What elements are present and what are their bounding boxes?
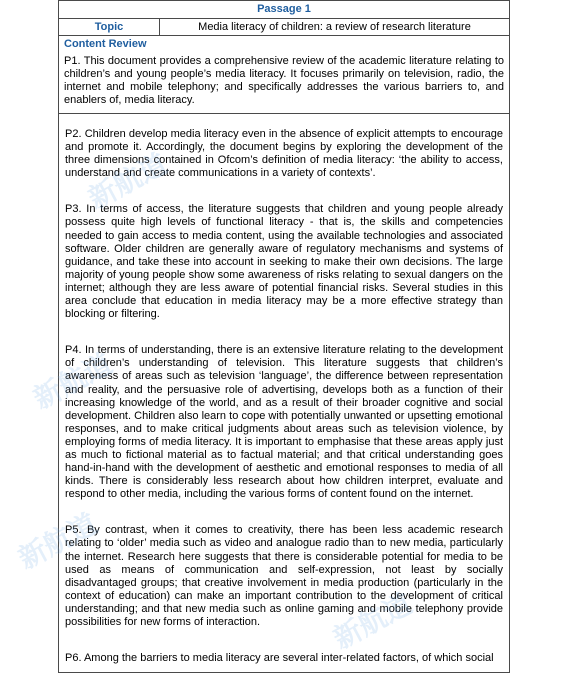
paragraph-p3: P3. In terms of access, the literature suggests that children and young people already possess quite high levels of functional literacy - that is, the skills and competencies needed to gain access to media content, using the available technologies and associated software. Older children are generally aware of regulatory mechanisms and systems of guidance, and take these into account in seeking to make their own decisions. The large majority of young people show some awareness of risks relating to sexual dangers on the internet; although they are less aware of potential financial risks. Several studies in this area conclude that education in media literacy may be a more effective strategy than blocking or filtering. (65, 203, 503, 321)
topic-row (59, 19, 509, 36)
content-review-section (59, 36, 509, 109)
topic-label: Topic (59, 19, 160, 35)
paragraph-p4: P4. In terms of understanding, there is an extensive literature relating to the development of children’s understanding of television. This literature suggests that children’s awareness of areas such as television ‘language’, the difference between representation and reality, and the persuasive role of advertising, develops both as a function of their increasing knowledge of the world, and as a result of their broader cognitive and social development. Children also learn to cope with potentially unwanted or upsetting emotional responses, and to make critical judgments about areas such as television violence, by employing forms of media literacy. It is important to emphasise that these areas apply just as much to fictional material as to factual material; and that critical understanding goes hand-in-hand with the development of aesthetic and emotional responses to media of all kinds. There is considerably less research about how children interpret, evaluate and respond to other media, including the various forms of content found on the internet. (65, 344, 503, 501)
paragraph-p1: P1. This document provides a comprehensive review of the academic literature relating to children’s and young people’s media literacy. It focuses primarily on television, radio, the internet and mobile telephony; and specifically addresses the various barriers to, and enablers of, media literacy. (64, 55, 504, 107)
paragraph-p2: P2. Children develop media literacy even in the absence of explicit attempts to encourage and promote it. Accordingly, the document begins by exploring the development of the three dimensions contained in Ofcom’s definition of media literacy: ‘the ability to access, understand and create communications in a variety of contexts’. (65, 128, 503, 180)
passage-title: Passage 1 (59, 1, 509, 19)
watermark-logo: 新航道 (12, 507, 103, 576)
header-table (58, 0, 510, 114)
watermark-logo: 新航道 (327, 587, 418, 656)
watermark-logo: 新航道 (82, 147, 173, 216)
section-title: Content Review (64, 38, 147, 50)
topic-value: Media literacy of children: a review of research literature (198, 21, 471, 33)
paragraph-p6: P6. Among the barriers to media literacy are several inter-related factors, of which social (65, 652, 494, 665)
paragraph-p5: P5. By contrast, when it comes to creativity, there has been less academic research relating to ‘older’ media such as video and analogue radio than to new media, particularly the internet. Research here suggests that there is considerable potential for media to be used as means of communication and self-expression, not least by socially disadvantaged groups; that creative involvement in media production (particularly in the context of education) can make an important contribution to the development of critical understanding; and that new media such as online gaming and mobile telephony provide possibilities for new forms of interaction. (65, 524, 503, 628)
paragraph-box-1 (62, 53, 506, 109)
watermark-logo: 新航道 (27, 347, 118, 416)
document-page (58, 0, 510, 114)
